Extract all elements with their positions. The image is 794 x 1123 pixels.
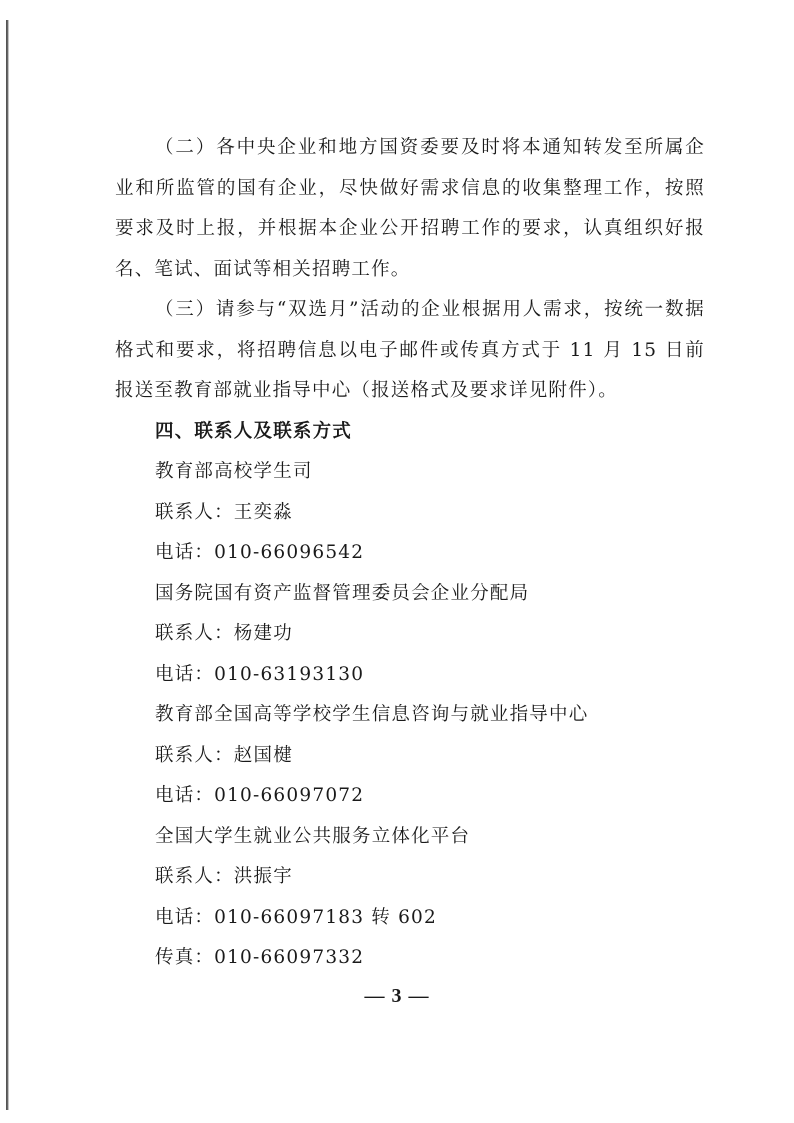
contact-org: 国务院国有资产监督管理委员会企业分配局 [155, 582, 530, 604]
contact-phone: 电话：010-66097183 转 602 [155, 906, 437, 928]
contact-org: 全国大学生就业公共服务立体化平台 [155, 825, 471, 847]
scan-edge [6, 20, 9, 1110]
contact-phone: 电话：010-63193130 [155, 663, 365, 685]
contact-org: 教育部高校学生司 [155, 461, 313, 482]
contact-block-platform [115, 817, 705, 979]
contact-person: 联系人：王奕淼 [155, 501, 293, 523]
contact-person: 联系人：杨建功 [155, 623, 293, 644]
contact-org: 教育部全国高等学校学生信息咨询与就业指导中心 [155, 704, 589, 725]
document-body [115, 128, 705, 979]
page-number: — 3 — [364, 985, 430, 1007]
contact-person: 联系人：洪振宇 [155, 866, 293, 887]
section-heading: 四、联系人及联系方式 [155, 420, 353, 442]
contact-block-guidance-center [115, 695, 705, 817]
contact-fax: 传真：010-66097332 [155, 947, 365, 968]
contact-person: 联系人：赵国楗 [155, 744, 293, 766]
contact-block-moe [115, 452, 705, 574]
paragraph-3: （三）请参与“双选月”活动的企业根据用人需求，按统一数据格式和要求，将招聘信息以电子邮件或传真方式于 11 月 15 日前报送至教育部就业指导中心（报送格式及要求详见附件）。 [115, 299, 705, 401]
contact-phone: 电话：010-66097072 [155, 785, 365, 806]
paragraph-2: （二）各中央企业和地方国资委要及时将本通知转发至所属企业和所监管的国有企业，尽快做好需求信息的收集整理工作，按照要求及时上报，并根据本企业公开招聘工作的要求，认真组织好报名、笔试、面试等相关招聘工作。 [115, 137, 705, 280]
contact-block-sasac [115, 574, 705, 696]
contact-phone: 电话：010-66096542 [155, 542, 365, 563]
